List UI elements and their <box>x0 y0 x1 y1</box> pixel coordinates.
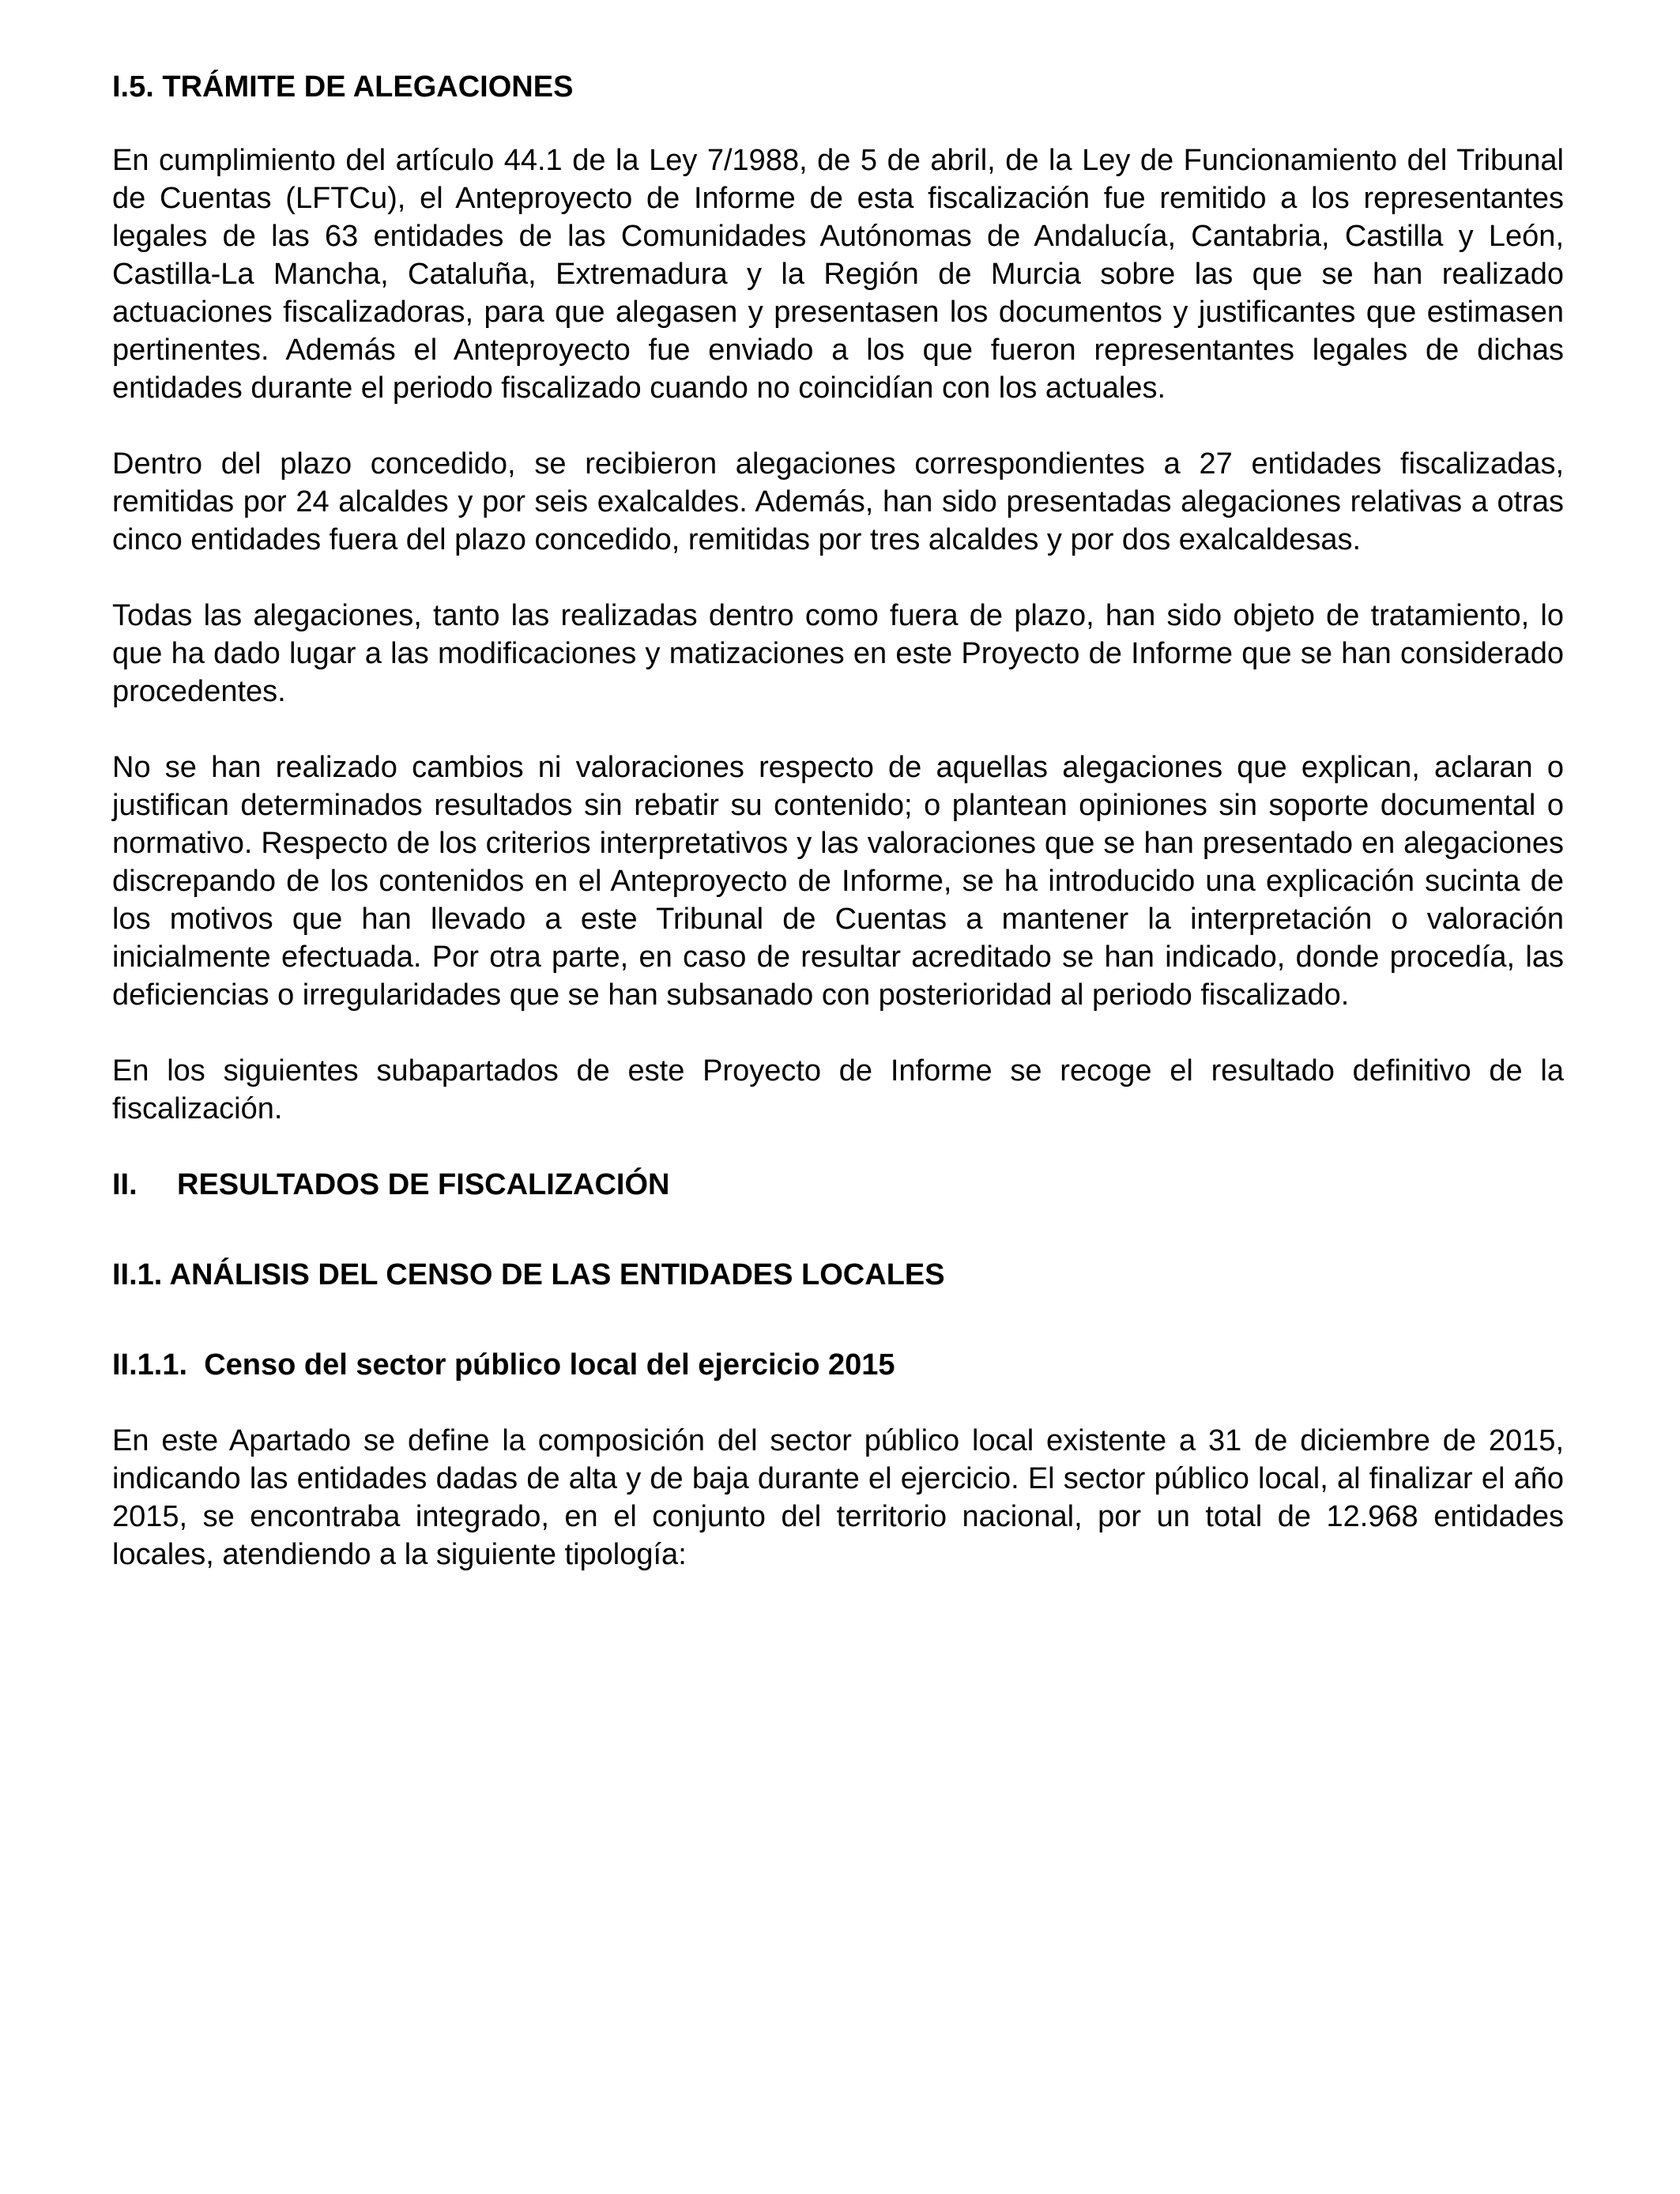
paragraph-tratamiento: Todas las alegaciones, tanto las realizadas dentro como fuera de plazo, han sido objeto de tratamiento, lo que ha dado lugar a las modificaciones y matizaciones en este Proyecto de Informe que se han considerado procedentes. <box>112 599 1564 708</box>
section-title: ANÁLISIS DEL CENSO DE LAS ENTIDADES LOCALES <box>169 1258 945 1291</box>
section-title: RESULTADOS DE FISCALIZACIÓN <box>177 1168 670 1201</box>
paragraph-alegaciones-recibidas: Dentro del plazo concedido, se recibieron alegaciones correspondientes a 27 entidades fiscalizadas, remitidas por 24 alcaldes y por seis exalcaldes. Además, han sido presentadas alegaciones relativas a otras cinco entidades fuera del plazo concedido, remitidas por tres alcaldes y por dos exalcaldesas. <box>112 447 1564 556</box>
section-title: Censo del sector público local del ejercicio 2015 <box>204 1348 895 1382</box>
section-title: TRÁMITE DE ALEGACIONES <box>162 70 574 104</box>
section-heading-ii11 <box>112 1346 1564 1384</box>
paragraph-alegaciones-intro: En cumplimiento del artículo 44.1 de la Ley 7/1988, de 5 de abril, de la Ley de Funcionamiento del Tribunal de Cuentas (LFTCu), el Anteproyecto de Informe de esta fiscalización fue remitido a los representantes legales de las 63 entidades de las Comunidades Autónomas de Andalucía, Cantabria, Castilla y León, Castilla-La Mancha, Cataluña, Extremadura y la Región de Murcia sobre las que se han realizado actuaciones fiscalizadoras, para que alegasen y presentasen los documentos y justificantes que estimasen pertinentes. Además el Anteproyecto fue enviado a los que fueron representantes legales de dichas entidades durante el periodo fiscalizado cuando no coincidían con los actuales. <box>112 144 1564 405</box>
section-heading-i5 <box>112 68 1564 106</box>
paragraph-censo: En este Apartado se define la composición del sector público local existente a 31 de diciembre de 2015, indicando las entidades dadas de alta y de baja durante el ejercicio. El sector público local, al finalizar el año 2015, se encontraba integrado, en el conjunto del territorio nacional, por un total de 12.968 entidades locales, atendiendo a la siguiente tipología: <box>112 1424 1564 1571</box>
paragraph-subapartados: En los siguientes subapartados de este Proyecto de Informe se recoge el resultado definitivo de la fiscalización. <box>112 1054 1564 1125</box>
section-heading-ii1 <box>112 1256 1564 1294</box>
section-number: II. <box>112 1168 137 1201</box>
paragraph-criterios: No se han realizado cambios ni valoraciones respecto de aquellas alegaciones que explican, aclaran o justifican determinados resultados sin rebatir su contenido; o plantean opiniones sin soporte documental o normativo. Respecto de los criterios interpretativos y las valoraciones que se han presentado en alegaciones discrepando de los contenidos en el Anteproyecto de Informe, se ha introducido una explicación sucinta de los motivos que han llevado a este Tribunal de Cuentas a mantener la interpretación o valoración inicialmente efectuada. Por otra parte, en caso de resultar acreditado se han indicado, donde procedía, las deficiencias o irregularidades que se han subsanado con posterioridad al periodo fiscalizado. <box>112 751 1564 1012</box>
document-page <box>112 68 1564 1574</box>
section-number: II.1. <box>112 1258 163 1291</box>
section-number: II.1.1. <box>112 1348 188 1382</box>
section-number: I.5. <box>112 70 154 104</box>
section-heading-ii <box>112 1166 1564 1204</box>
